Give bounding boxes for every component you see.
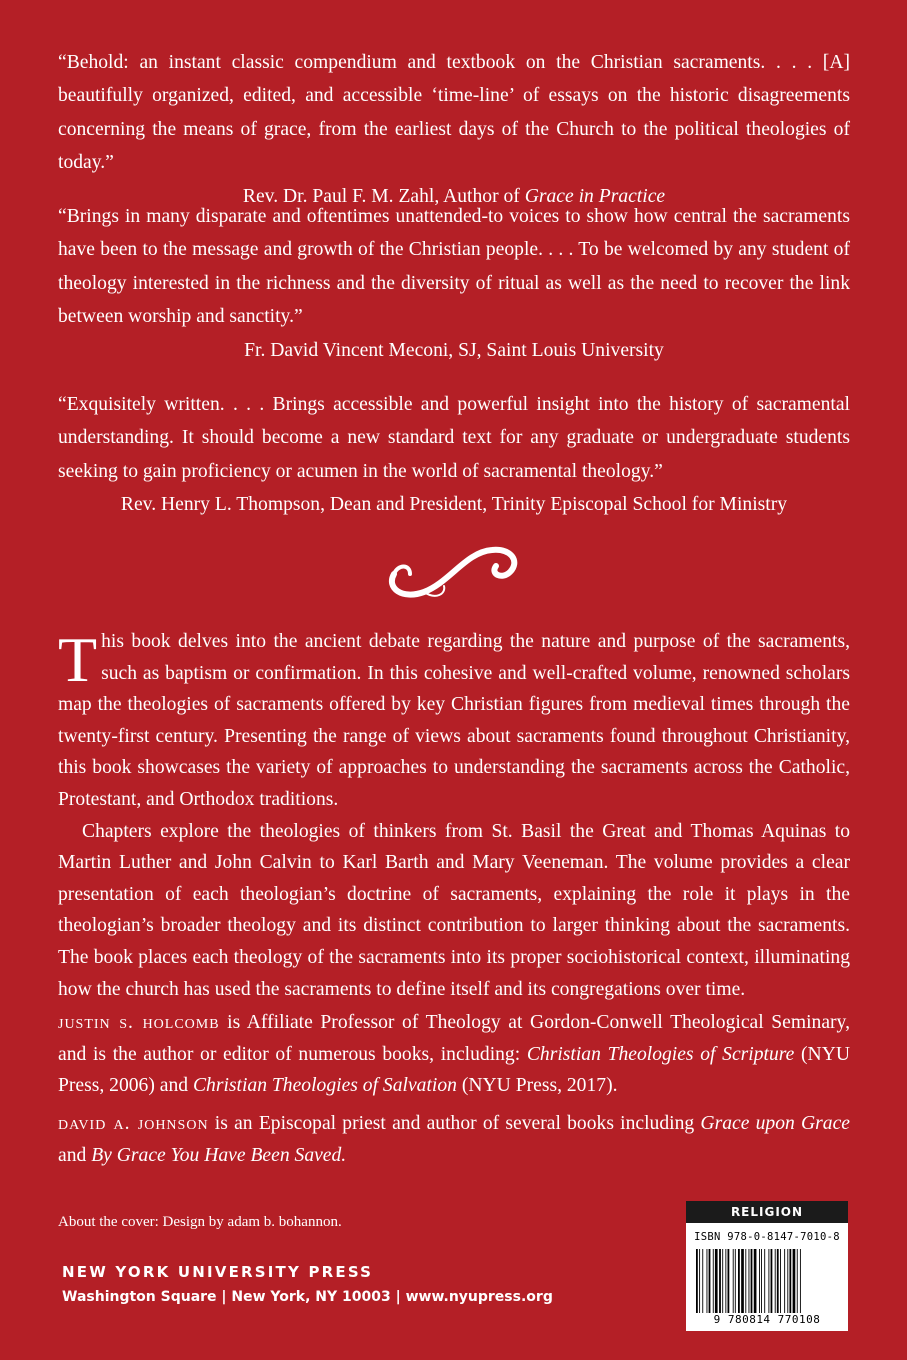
barcode-stripe bbox=[749, 1249, 750, 1315]
quote-text: “Brings in many disparate and oftentimes unattended-to voices to show how central the sacraments have been to the message and growth of the Christian people. . . . To be welcomed by any student of theology interested in the richness and the diversity of ritual as well as the need to recover the link between worship and sanctity.” bbox=[58, 206, 850, 328]
description-paragraph-2: Chapters explore the theologies of thinkers from St. Basil the Great and Thomas Aquinas to Martin Luther and John Calvin to Karl Barth and Mary Veeneman. The volume provides a clear presentation of each theologian’s doctrine of sacraments, explaining the role it plays in the theologian’s broader theology and its distinct contribution to larger thinking about the sacraments. The book places each theology of the sacraments into its proper sociohistorical context, illuminating how the church has used the sacraments to define itself and its congregations over time. bbox=[58, 820, 850, 1000]
barcode-stripe bbox=[728, 1249, 730, 1315]
barcode-stripe bbox=[741, 1249, 744, 1315]
barcode-icon bbox=[694, 1249, 840, 1317]
barcode-stripe bbox=[702, 1249, 703, 1315]
barcode-stripe bbox=[722, 1249, 723, 1315]
barcode-stripe bbox=[759, 1249, 760, 1315]
barcode-stripe bbox=[761, 1249, 762, 1315]
publisher-info bbox=[62, 1263, 553, 1305]
cover-credit: About the cover: Design by adam b. bohannon. bbox=[58, 1214, 342, 1230]
barcode-stripe bbox=[771, 1249, 773, 1315]
attribution-book-title: Grace in Practice bbox=[524, 185, 666, 207]
barcode-stripe bbox=[719, 1249, 721, 1315]
barcode-stripe bbox=[696, 1249, 698, 1315]
barcode-stripe bbox=[733, 1249, 734, 1315]
bio-text: is Affiliate Professor of Theology at Gordon-Conwell Theological Seminary, and is the author or editor of numerous books, including: bbox=[58, 1012, 850, 1065]
book-title: By Grace You Have Been Saved. bbox=[91, 1144, 347, 1166]
barcode-stripe bbox=[725, 1249, 726, 1315]
author-bio-1 bbox=[58, 1007, 850, 1102]
drop-cap: T bbox=[58, 624, 98, 695]
quote-text: “Behold: an instant classic compendium and textbook on the Christian sacraments. . . . [A] beautifully organized, edited, and accessible ‘time-line’ of essays on the historic disagreements concerning the means of grace, from the earliest days of the Church to the political theologies of today.” bbox=[58, 52, 850, 174]
paragraph-text: his book delves into the ancient debate regarding the nature and purpose of the sacraments, such as baptism or confirmation. In this cohesive and well-crafted volume, renowned scholars map the theologies of sacraments offered by key Christian figures from medieval times through the twenty-first century. Presenting the range of views about sacraments found throughout Christianity, this book showcases the variety of approaches to understanding the sacraments across the Catholic, Protestant, and Orthodox traditions. bbox=[58, 631, 850, 810]
barcode-stripe bbox=[754, 1249, 757, 1315]
barcode-box bbox=[686, 1201, 848, 1331]
barcode-stripe bbox=[787, 1249, 788, 1315]
book-title: Grace upon Grace bbox=[700, 1112, 850, 1134]
bio-text: (NYU Press, 2006) and bbox=[58, 1043, 850, 1097]
description-paragraph-1 bbox=[58, 626, 850, 816]
isbn-label: ISBN 978-0-8147-7010-8 bbox=[694, 1231, 840, 1243]
barcode-stripe bbox=[713, 1249, 714, 1315]
barcode-stripe bbox=[789, 1249, 791, 1315]
bio-text: is an Episcopal priest and author of several books including bbox=[208, 1112, 701, 1134]
bio-text: and bbox=[58, 1144, 92, 1166]
barcode-stripe bbox=[780, 1249, 781, 1315]
barcode-digits: 9 780814 770108 bbox=[690, 1313, 844, 1326]
barcode-stripe bbox=[777, 1249, 779, 1315]
barcode-stripe bbox=[775, 1249, 776, 1315]
quote-3 bbox=[58, 388, 850, 522]
barcode-stripe bbox=[699, 1249, 700, 1315]
barcode-stripe bbox=[800, 1249, 801, 1315]
barcode-stripe bbox=[751, 1249, 753, 1315]
barcode-stripe bbox=[793, 1249, 796, 1315]
barcode-stripe bbox=[738, 1249, 740, 1315]
attribution-name: Rev. Dr. Paul F. M. Zahl, Author of bbox=[242, 185, 525, 207]
quote-2 bbox=[58, 200, 850, 367]
barcode-stripe bbox=[735, 1249, 736, 1315]
author-name: david a. johnson bbox=[58, 1112, 209, 1134]
book-description bbox=[58, 626, 850, 1171]
author-bio-2 bbox=[58, 1108, 850, 1171]
barcode-stripe bbox=[745, 1249, 746, 1315]
book-title: Christian Theologies of Salvation bbox=[192, 1075, 457, 1097]
category-label: RELIGION bbox=[686, 1201, 848, 1223]
quote-attribution: Fr. David Vincent Meconi, SJ, Saint Louis University bbox=[244, 339, 664, 361]
flourish-ornament-icon bbox=[380, 538, 530, 608]
bio-text: (NYU Press, 2017). bbox=[456, 1075, 618, 1097]
quote-1 bbox=[58, 46, 850, 213]
barcode-stripe bbox=[715, 1249, 718, 1315]
author-name: justin s. holcomb bbox=[58, 1012, 220, 1034]
barcode-stripe bbox=[764, 1249, 765, 1315]
quote-attribution: Rev. Henry L. Thompson, Dean and President, Trinity Episcopal School for Ministry bbox=[120, 494, 788, 516]
barcode-stripe bbox=[784, 1249, 785, 1315]
barcode-stripe bbox=[707, 1249, 708, 1315]
barcode-stripe bbox=[709, 1249, 711, 1315]
book-title: Christian Theologies of Scripture bbox=[526, 1043, 795, 1065]
barcode-stripe bbox=[797, 1249, 798, 1315]
publisher-address: Washington Square | New York, NY 10003 | www.nyupress.org bbox=[62, 1289, 553, 1305]
publisher-name: NEW YORK UNIVERSITY PRESS bbox=[62, 1263, 374, 1281]
quote-text: “Exquisitely written. . . . Brings accessible and powerful insight into the history of sacramental understanding. It should become a new standard text for any graduate or undergraduate students seeking to gain proficiency or acumen in the world of sacramental theology.” bbox=[58, 394, 850, 482]
barcode-stripe bbox=[768, 1249, 769, 1315]
